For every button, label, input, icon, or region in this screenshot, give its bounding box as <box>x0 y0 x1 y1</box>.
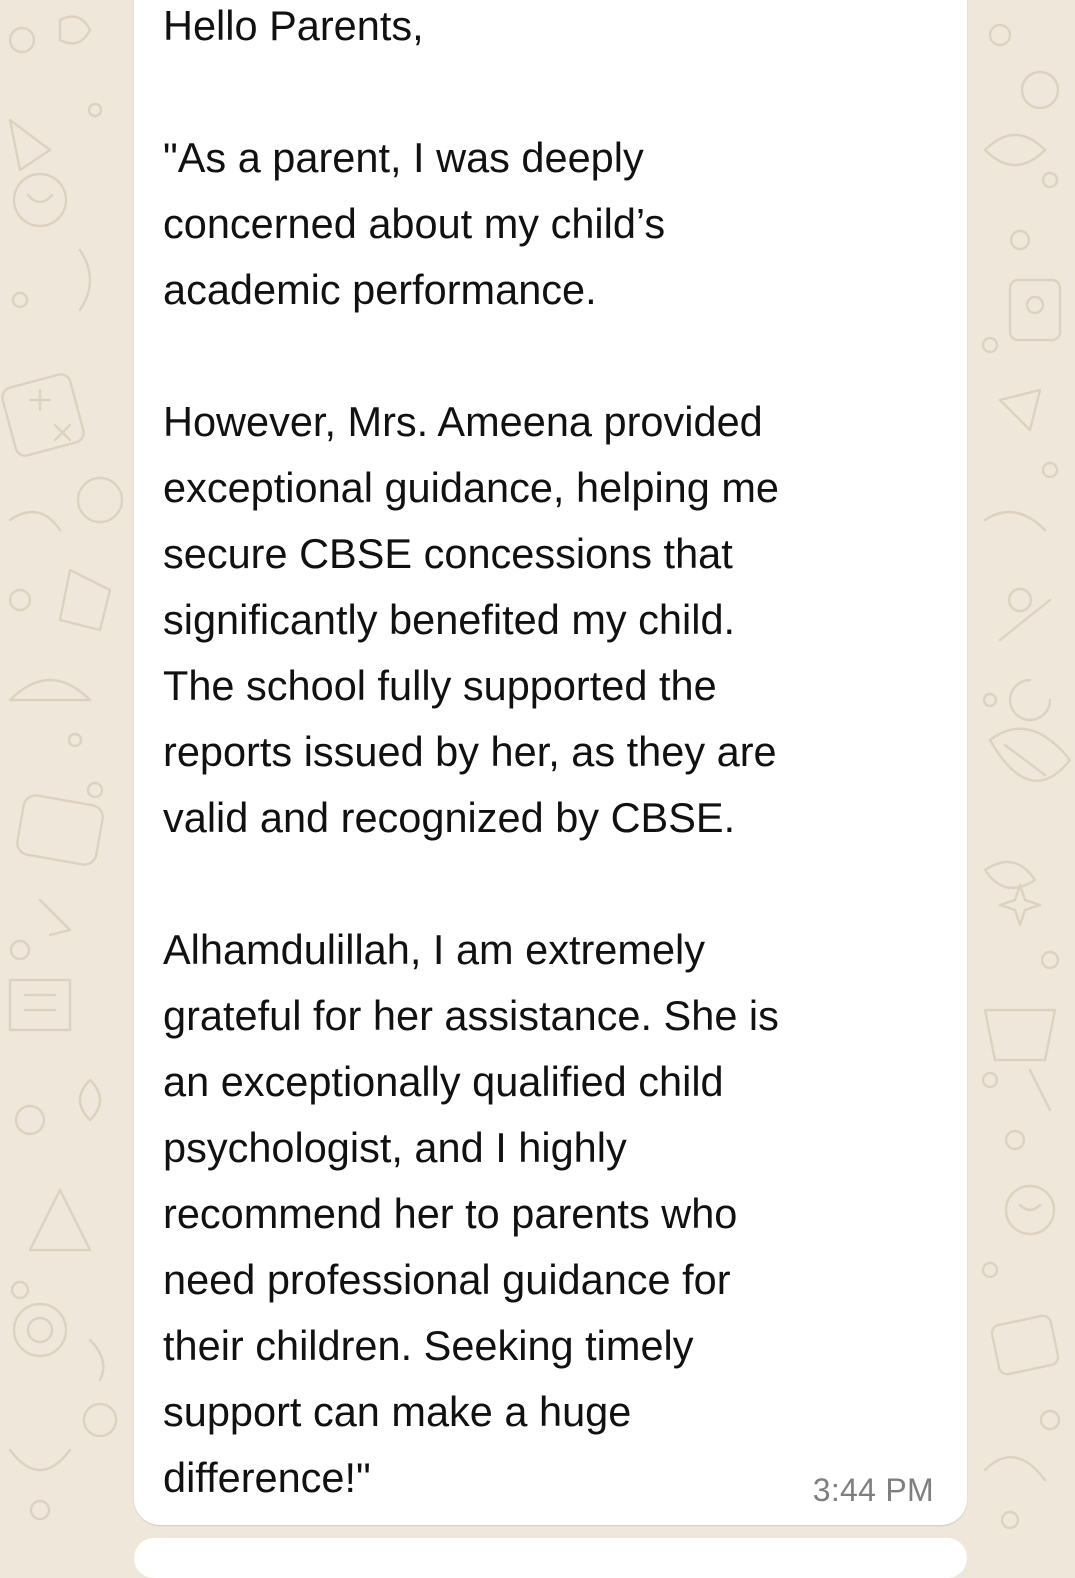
message-timestamp: 3:44 PM <box>812 1472 934 1508</box>
next-message-bubble[interactable] <box>134 1538 967 1578</box>
message-text: Hello Parents, "As a parent, I was deeply concerned about my child’s academic performance. However, Mrs. Ameena provided exceptional guidance, helping me secure CBSE concessions that significantly benefited my child. The school fully supported the reports issued by her, as they are valid and recognized by CBSE. Alhamdulillah, I am extremely grateful for her assistance. She is an exceptionally qualified child psychologist, and I highly recommend her to parents who need professional guidance for their children. Seeking timely support can make a huge difference!" <box>163 2 780 1501</box>
